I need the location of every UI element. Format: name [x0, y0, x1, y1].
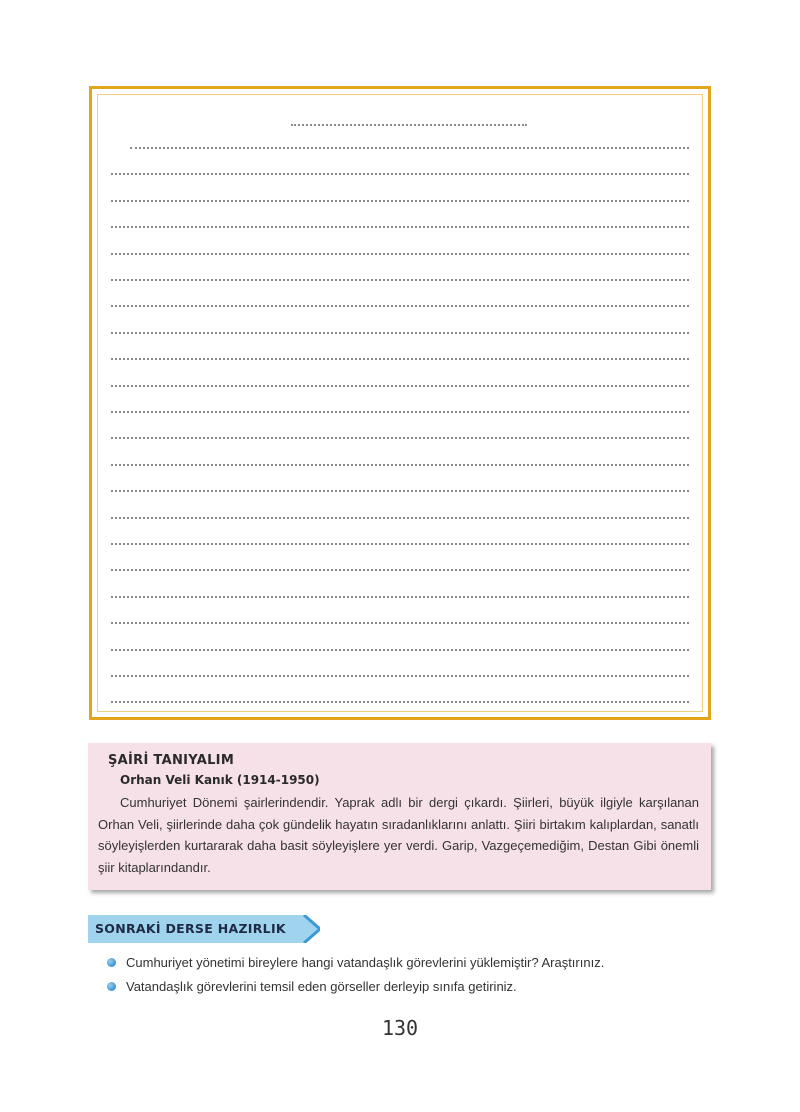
writing-line[interactable] [111, 332, 689, 334]
writing-line[interactable] [111, 543, 689, 545]
writing-line[interactable] [111, 517, 689, 519]
title-line[interactable] [291, 124, 527, 126]
writing-line[interactable] [111, 622, 689, 624]
writing-line[interactable] [111, 385, 689, 387]
page-number: 130 [381, 1016, 419, 1040]
poet-section-heading: ŞAİRİ TANIYALIM [108, 753, 235, 768]
writing-line[interactable] [111, 411, 689, 413]
list-item [107, 979, 517, 994]
writing-area[interactable] [97, 94, 703, 712]
writing-line[interactable] [111, 464, 689, 466]
writing-line[interactable] [111, 200, 689, 202]
writing-line[interactable] [111, 649, 689, 651]
writing-line[interactable] [111, 253, 689, 255]
writing-line[interactable] [111, 358, 689, 360]
bullet-icon [107, 958, 116, 967]
poet-info-box [88, 743, 711, 890]
writing-line[interactable] [111, 173, 689, 175]
list-item-text: Vatandaşlık görevlerini temsil eden görseller derleyip sınıfa getiriniz. [126, 979, 517, 994]
writing-line[interactable] [111, 437, 689, 439]
writing-line[interactable] [111, 569, 689, 571]
writing-line[interactable] [111, 675, 689, 677]
list-item [107, 955, 604, 970]
writing-line[interactable] [130, 147, 689, 149]
banner-label: SONRAKİ DERSE HAZIRLIK [95, 921, 286, 936]
writing-line[interactable] [111, 305, 689, 307]
writing-line[interactable] [111, 596, 689, 598]
writing-line[interactable] [111, 226, 689, 228]
list-item-text: Cumhuriyet yönetimi bireylere hangi vatandaşlık görevlerini yüklemiştir? Araştırınız. [126, 955, 605, 970]
bullet-icon [107, 982, 116, 991]
writing-line[interactable] [111, 490, 689, 492]
writing-box [89, 86, 711, 720]
poet-name: Orhan Veli Kanık (1914-1950) [120, 773, 320, 787]
writing-line[interactable] [111, 701, 689, 703]
poet-biography: Cumhuriyet Dönemi şairlerindendir. Yaprak adlı bir dergi çıkardı. Şiirleri, büyük ilgiyle karşılanan Orhan Veli, şiirlerinde daha çok gündelik hayatın sıradanlıklarını anlattı. Şiiri birtakım kalıplardan, sanatlı söyleyişlerden kurtararak daha basit söyleyişlere yer verdi. Garip, Vazgeçemediğim, Destan Gibi önemli şiir kitaplarındandır. [98, 795, 699, 875]
writing-line[interactable] [111, 279, 689, 281]
next-lesson-banner [88, 915, 320, 943]
